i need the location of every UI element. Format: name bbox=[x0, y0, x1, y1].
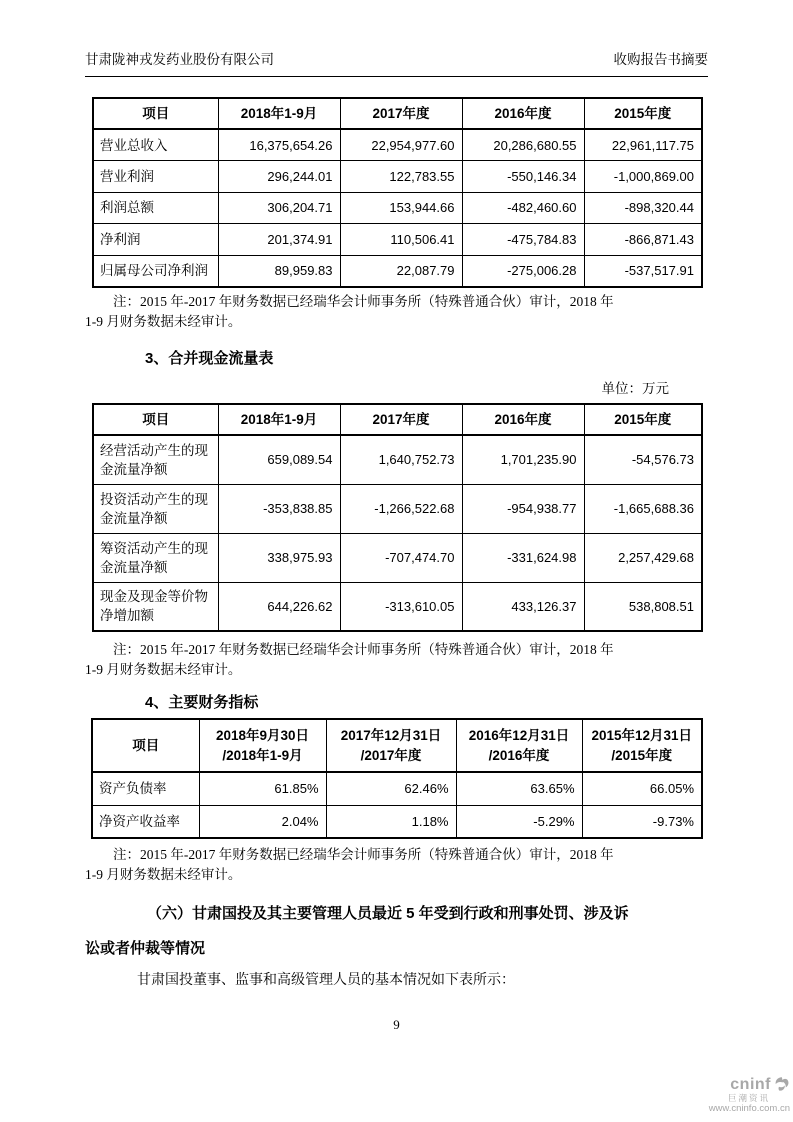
cell-value: -1,266,522.68 bbox=[340, 484, 462, 533]
column-header: 2017年度 bbox=[340, 98, 462, 129]
audit-note-line1: 注：2015 年-2017 年财务数据已经瑞华会计师事务所（特殊普通合伙）审计，2018 年 bbox=[113, 847, 614, 862]
cell-value: 16,375,654.26 bbox=[218, 129, 340, 161]
financial-indicators-table bbox=[91, 718, 703, 839]
cell-value: -5.29% bbox=[456, 805, 582, 838]
table-row bbox=[93, 533, 702, 582]
audit-note-line1: 注：2015 年-2017 年财务数据已经瑞华会计师事务所（特殊普通合伙）审计，2018 年 bbox=[113, 294, 614, 309]
cell-value: 20,286,680.55 bbox=[462, 129, 584, 161]
audit-note bbox=[85, 845, 708, 884]
table-header-row bbox=[93, 98, 702, 129]
running-header bbox=[85, 48, 708, 77]
section-heading-line1: （六）甘肃国投及其主要管理人员最近 5 年受到行政和刑事处罚、涉及诉 bbox=[147, 905, 629, 922]
column-header: 2017年度 bbox=[340, 404, 462, 435]
table-row bbox=[93, 192, 702, 224]
column-header-line1: 2017年12月31日 bbox=[340, 727, 442, 743]
cell-value: -537,517.91 bbox=[584, 255, 702, 287]
header-company-name: 甘肃陇神戎发药业股份有限公司 bbox=[85, 52, 274, 67]
row-label: 经营活动产生的现金流量净额 bbox=[93, 435, 218, 484]
cell-value: 62.46% bbox=[326, 772, 456, 805]
cell-value: 201,374.91 bbox=[218, 224, 340, 256]
cell-value: 110,506.41 bbox=[340, 224, 462, 256]
cell-value: 61.85% bbox=[199, 772, 326, 805]
cell-value: 1.18% bbox=[326, 805, 456, 838]
cash-flow-table bbox=[92, 403, 703, 632]
section-heading-line2: 讼或者仲裁等情况 bbox=[85, 940, 206, 957]
column-header bbox=[456, 719, 582, 772]
cell-value: 644,226.62 bbox=[218, 582, 340, 631]
row-label: 资产负债率 bbox=[92, 772, 199, 805]
cell-value: 538,808.51 bbox=[584, 582, 702, 631]
table-row bbox=[93, 224, 702, 256]
table-header-row bbox=[92, 719, 702, 772]
audit-note-line2: 1-9 月财务数据未经审计。 bbox=[85, 313, 242, 329]
column-header-line2: /2016年度 bbox=[488, 747, 550, 763]
column-header bbox=[199, 719, 326, 772]
table-row bbox=[93, 255, 702, 287]
audit-note bbox=[85, 640, 708, 679]
cninfo-brand-row bbox=[698, 1076, 790, 1093]
cninfo-chinese-name: 巨潮资讯 bbox=[727, 1093, 770, 1103]
row-label: 现金及现金等价物净增加额 bbox=[93, 582, 218, 631]
cell-value: 63.65% bbox=[456, 772, 582, 805]
cninfo-swirl-icon bbox=[773, 1076, 790, 1093]
cell-value: -275,006.28 bbox=[462, 255, 584, 287]
page-number: 9 bbox=[393, 1017, 400, 1032]
cninfo-logo bbox=[698, 1076, 790, 1115]
income-statement-table bbox=[92, 97, 703, 288]
cell-value: -1,665,688.36 bbox=[584, 484, 702, 533]
table-header-row bbox=[93, 404, 702, 435]
row-label: 营业利润 bbox=[93, 161, 218, 193]
cell-value: 433,126.37 bbox=[462, 582, 584, 631]
section-heading-penalties bbox=[85, 896, 708, 966]
cell-value: -707,474.70 bbox=[340, 533, 462, 582]
table-row bbox=[93, 484, 702, 533]
cell-value: -313,610.05 bbox=[340, 582, 462, 631]
cell-value: 153,944.66 bbox=[340, 192, 462, 224]
column-header bbox=[582, 719, 702, 772]
cell-value: 122,783.55 bbox=[340, 161, 462, 193]
column-header: 2015年度 bbox=[584, 98, 702, 129]
column-header: 2016年度 bbox=[462, 98, 584, 129]
row-label: 营业总收入 bbox=[93, 129, 218, 161]
cell-value: -54,576.73 bbox=[584, 435, 702, 484]
section-heading-indicators: 4、主要财务指标 bbox=[145, 694, 259, 711]
cell-value: 306,204.71 bbox=[218, 192, 340, 224]
table-row bbox=[92, 805, 702, 838]
body-paragraph: 甘肃国投董事、监事和高级管理人员的基本情况如下表所示： bbox=[137, 973, 515, 988]
cell-value: 22,954,977.60 bbox=[340, 129, 462, 161]
row-label: 筹资活动产生的现金流量净额 bbox=[93, 533, 218, 582]
audit-note bbox=[85, 292, 708, 331]
cell-value: 22,961,117.75 bbox=[584, 129, 702, 161]
column-header-line1: 2016年12月31日 bbox=[468, 727, 570, 743]
column-header: 项目 bbox=[93, 98, 218, 129]
unit-label: 单位：万元 bbox=[601, 381, 669, 396]
cell-value: 22,087.79 bbox=[340, 255, 462, 287]
header-doc-type: 收购报告书摘要 bbox=[613, 52, 708, 67]
cell-value: 2.04% bbox=[199, 805, 326, 838]
table-row bbox=[93, 161, 702, 193]
cell-value: -475,784.83 bbox=[462, 224, 584, 256]
cell-value: 2,257,429.68 bbox=[584, 533, 702, 582]
column-header: 项目 bbox=[92, 719, 199, 772]
cell-value: -9.73% bbox=[582, 805, 702, 838]
audit-note-line2: 1-9 月财务数据未经审计。 bbox=[85, 866, 242, 882]
column-header: 2016年度 bbox=[462, 404, 584, 435]
cell-value: -331,624.98 bbox=[462, 533, 584, 582]
column-header-line1: 2015年12月31日 bbox=[591, 727, 693, 743]
cell-value: -866,871.43 bbox=[584, 224, 702, 256]
cell-value: -954,938.77 bbox=[462, 484, 584, 533]
cninfo-url: www.cninfo.com.cn bbox=[708, 1103, 790, 1114]
row-label: 归属母公司净利润 bbox=[93, 255, 218, 287]
column-header-line2: /2015年度 bbox=[611, 747, 673, 763]
row-label: 利润总额 bbox=[93, 192, 218, 224]
audit-note-line2: 1-9 月财务数据未经审计。 bbox=[85, 661, 242, 677]
column-header-line2: /2018年1-9月 bbox=[222, 747, 303, 763]
cell-value: 1,640,752.73 bbox=[340, 435, 462, 484]
cell-value: 1,701,235.90 bbox=[462, 435, 584, 484]
column-header: 2018年1-9月 bbox=[218, 404, 340, 435]
cell-value: 66.05% bbox=[582, 772, 702, 805]
table-row bbox=[93, 435, 702, 484]
table-row bbox=[92, 772, 702, 805]
cell-value: -482,460.60 bbox=[462, 192, 584, 224]
row-label: 净资产收益率 bbox=[92, 805, 199, 838]
column-header-line2: /2017年度 bbox=[360, 747, 422, 763]
column-header bbox=[326, 719, 456, 772]
column-header: 2015年度 bbox=[584, 404, 702, 435]
cell-value: -898,320.44 bbox=[584, 192, 702, 224]
table-row bbox=[93, 582, 702, 631]
column-header: 项目 bbox=[93, 404, 218, 435]
cell-value: -550,146.34 bbox=[462, 161, 584, 193]
cninfo-brand-text: cninf bbox=[730, 1075, 771, 1093]
cell-value: -353,838.85 bbox=[218, 484, 340, 533]
cell-value: -1,000,869.00 bbox=[584, 161, 702, 193]
section-heading-cash-flow: 3、合并现金流量表 bbox=[145, 350, 274, 367]
row-label: 净利润 bbox=[93, 224, 218, 256]
table-row bbox=[93, 129, 702, 161]
column-header-line1: 2018年9月30日 bbox=[215, 727, 310, 743]
column-header: 2018年1-9月 bbox=[218, 98, 340, 129]
cell-value: 338,975.93 bbox=[218, 533, 340, 582]
row-label: 投资活动产生的现金流量净额 bbox=[93, 484, 218, 533]
cell-value: 659,089.54 bbox=[218, 435, 340, 484]
cell-value: 296,244.01 bbox=[218, 161, 340, 193]
audit-note-line1: 注：2015 年-2017 年财务数据已经瑞华会计师事务所（特殊普通合伙）审计，2018 年 bbox=[113, 642, 614, 657]
cell-value: 89,959.83 bbox=[218, 255, 340, 287]
